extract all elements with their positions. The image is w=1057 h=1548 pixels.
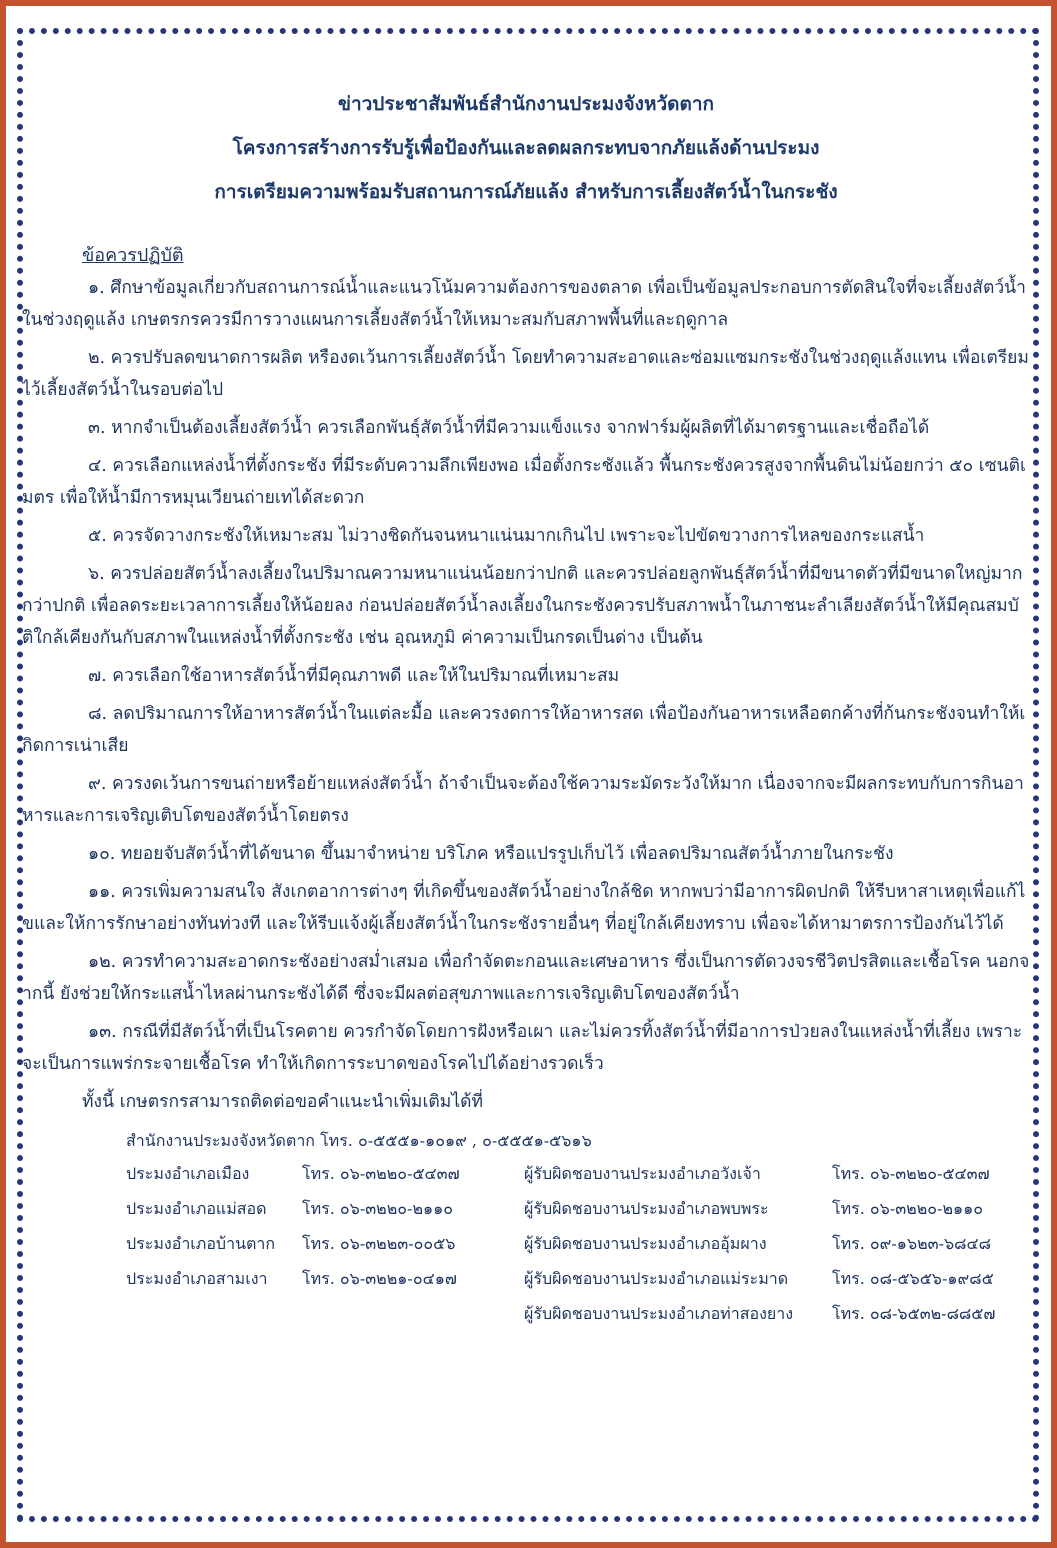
document-title: ข่าวประชาสัมพันธ์สำนักงานประมงจังหวัดตาก	[337, 93, 714, 115]
guideline-item: ๑. ศึกษาข้อมูลเกี่ยวกับสถานการณ์น้ำและแนวโน้มความต้องการของตลาด เพื่อเป็นข้อมูลประกอบการตัดสินใจที่จะเลี้ยงสัตว์น้ำในช่วงฤดูแล้ง เกษตรกรควรมีการวางแผนการเลี้ยงสัตว์น้ำให้เหมาะสมกับสภาพพื้นที่และฤดูกาล	[22, 278, 1026, 330]
guideline-item: ๕. ควรจัดวางกระชังให้เหมาะสม ไม่วางชิดกันจนหนาแน่นมากเกินไป เพราะจะไปขัดขวางการไหลของกระแสน้ำ	[88, 526, 925, 546]
guideline-item: ๙. ควรงดเว้นการขนถ่ายหรือย้ายแหล่งสัตว์น้ำ ถ้าจำเป็นจะต้องใช้ความระมัดระวังให้มาก เนื่องจากจะมีผลกระทบกับการกินอาหารและการเจริญเติบโตของสัตว์น้ำโดยตรง	[22, 774, 1024, 826]
document-subtitle-topic: การเตรียมความพร้อมรับสถานการณ์ภัยแล้ง สำหรับการเลี้ยงสัตว์น้ำในกระชัง	[214, 181, 838, 203]
contact-phone: โทร. ๐๖-๓๒๒๐-๒๑๑๐	[832, 1199, 984, 1218]
contact-row	[22, 1261, 1030, 1296]
contact-phone: โทร. ๐๖-๓๒๒๐-๕๔๓๗	[302, 1164, 460, 1183]
contact-row	[22, 1226, 1030, 1261]
contact-office-name: ประมงอำเภอบ้านตาก	[126, 1234, 276, 1253]
document-page	[6, 6, 1051, 1542]
contact-phone: โทร. ๐๖-๓๒๒๐-๒๑๑๐	[302, 1199, 454, 1218]
guideline-item: ๑๒. ควรทำความสะอาดกระชังอย่างสม่ำเสมอ เพื่อกำจัดตะกอนและเศษอาหาร ซึ่งเป็นการตัดวงจรชีวิตปรสิตและเชื้อโรค นอกจากนี้ ยังช่วยให้กระแสน้ำไหลผ่านกระชังได้ดี ซึ่งจะมีผลต่อสุขภาพและการเจริญเติบโตของสัตว์น้ำ	[22, 952, 1030, 1004]
contact-row	[22, 1156, 1030, 1191]
contact-phone: โทร. ๐๖-๓๒๒๓-๐๐๕๖	[302, 1234, 456, 1253]
contact-phone: โทร. ๐๙-๑๖๒๓-๖๘๔๘	[832, 1234, 991, 1253]
contact-phone: โทร. ๐๘-๖๕๓๒-๘๘๕๗	[832, 1304, 996, 1323]
contact-phone: โทร. ๐๘-๕๖๕๖-๑๙๘๕	[832, 1269, 994, 1288]
contact-office-name: ประมงอำเภอสามเงา	[126, 1269, 268, 1288]
title-block	[22, 82, 1030, 214]
contact-list	[22, 1126, 1030, 1331]
contact-office-name: ประมงอำเภอแม่สอด	[126, 1199, 267, 1218]
guideline-list	[22, 272, 1030, 1080]
guideline-item: ๒. ควรปรับลดขนาดการผลิต หรืองดเว้นการเลี้ยงสัตว์น้ำ โดยทำความสะอาดและซ่อมแซมกระชังในช่วงฤดูแล้งแทน เพื่อเตรียมไว้เลี้ยงสัตว์น้ำในรอบต่อไป	[22, 348, 1029, 400]
guideline-item: ๑๐. ทยอยจับสัตว์น้ำที่ได้ขนาด ขึ้นมาจำหน่าย บริโภค หรือแปรรูปเก็บไว้ เพื่อลดปริมาณสัตว์น้ำภายในกระชัง	[88, 844, 894, 864]
contact-row	[22, 1296, 1030, 1331]
guideline-item: ๖. ควรปล่อยสัตว์น้ำลงเลี้ยงในปริมาณความหนาแน่นน้อยกว่าปกติ และควรปล่อยลูกพันธุ์สัตว์น้ำที่มีขนาดตัวที่มีขนาดใหญ่มากกว่าปกติ เพื่อลดระยะเวลาการเลี้ยงให้น้อยลง ก่อนปล่อยสัตว์น้ำลงเลี้ยงในกระชังควรปรับสภาพน้ำในภาชนะลำเลียงสัตว์น้ำให้มีคุณสมบัติใกล้เคียงกันกับสภาพในแหล่งน้ำที่ตั้งกระชัง เช่น อุณหภูมิ ค่าความเป็นกรดเป็นด่าง เป็นต้น	[22, 564, 1023, 648]
guideline-item: ๑๑. ควรเพิ่มความสนใจ สังเกตอาการต่างๆ ที่เกิดขึ้นของสัตว์น้ำอย่างใกล้ชิด หากพบว่ามีอาการผิดปกติ ให้รีบหาสาเหตุเพื่อแก้ไขและให้การรักษาอย่างทันท่วงที และให้รีบแจ้งผู้เลี้ยงสัตว์น้ำในกระชังรายอื่นๆ ที่อยู่ใกล้เคียงทราบ เพื่อจะได้หามาตรการป้องกันไว้ได้	[22, 882, 1026, 934]
contact-office-name: ผู้รับผิดชอบงานประมงอำเภออุ้มผาง	[524, 1234, 767, 1253]
guideline-item: ๘. ลดปริมาณการให้อาหารสัตว์น้ำในแต่ละมื้อ และควรงดการให้อาหารสด เพื่อป้องกันอาหารเหลือตกค้างที่ก้นกระชังจนทำให้เกิดการเน่าเสีย	[22, 704, 1026, 756]
contact-office-name: ประมงอำเภอเมือง	[126, 1164, 250, 1183]
contact-phone: โทร. ๐๖-๓๒๒๐-๕๔๓๗	[832, 1164, 990, 1183]
guideline-item: ๗. ควรเลือกใช้อาหารสัตว์น้ำที่มีคุณภาพดี และให้ในปริมาณที่เหมาะสม	[88, 666, 620, 686]
contact-main-office: สำนักงานประมงจังหวัดตาก โทร. ๐-๕๕๕๑-๑๐๑๙ , ๐-๕๕๕๑-๕๖๑๖	[126, 1131, 592, 1150]
section-heading: ข้อควรปฏิบัติ	[82, 245, 184, 266]
document-subtitle-project: โครงการสร้างการรับรู้เพื่อป้องกันและลดผลกระทบจากภัยแล้งด้านประมง	[232, 137, 820, 159]
contact-phone: โทร. ๐๖-๓๒๒๑-๐๔๑๗	[302, 1269, 457, 1288]
contact-office-name: ผู้รับผิดชอบงานประมงอำเภอแม่ระมาด	[524, 1269, 789, 1288]
guideline-item: ๑๓. กรณีที่มีสัตว์น้ำที่เป็นโรคตาย ควรกำจัดโดยการฝังหรือเผา และไม่ควรทิ้งสัตว์น้ำที่มีอาการป่วยลงในแหล่งน้ำที่เลี้ยง เพราะจะเป็นการแพร่กระจายเชื้อโรค ทำให้เกิดการระบาดของโรคไปได้อย่างรวดเร็ว	[22, 1022, 1023, 1074]
contact-row	[22, 1191, 1030, 1226]
contact-office-name: ผู้รับผิดชอบงานประมงอำเภอวังเจ้า	[524, 1164, 761, 1183]
closing-text: ทั้งนี้ เกษตรกรสามารถติดต่อขอคำแนะนำเพิ่มเติมได้ที่	[82, 1092, 484, 1112]
document-content	[22, 56, 1030, 1331]
guideline-item: ๔. ควรเลือกแหล่งน้ำที่ตั้งกระชัง ที่มีระดับความลึกเพียงพอ เมื่อตั้งกระชังแล้ว พื้นกระชังควรสูงจากพื้นดินไม่น้อยกว่า ๕๐ เซนติเมตร เพื่อให้น้ำมีการหมุนเวียนถ่ายเทได้สะดวก	[22, 456, 1026, 508]
guideline-item: ๓. หากจำเป็นต้องเลี้ยงสัตว์น้ำ ควรเลือกพันธุ์สัตว์น้ำที่มีความแข็งแรง จากฟาร์มผู้ผลิตที่ได้มาตรฐานและเชื่อถือได้	[88, 418, 930, 438]
contact-office-name: ผู้รับผิดชอบงานประมงอำเภอท่าสองยาง	[524, 1304, 794, 1323]
contact-office-name: ผู้รับผิดชอบงานประมงอำเภอพบพระ	[524, 1199, 769, 1218]
